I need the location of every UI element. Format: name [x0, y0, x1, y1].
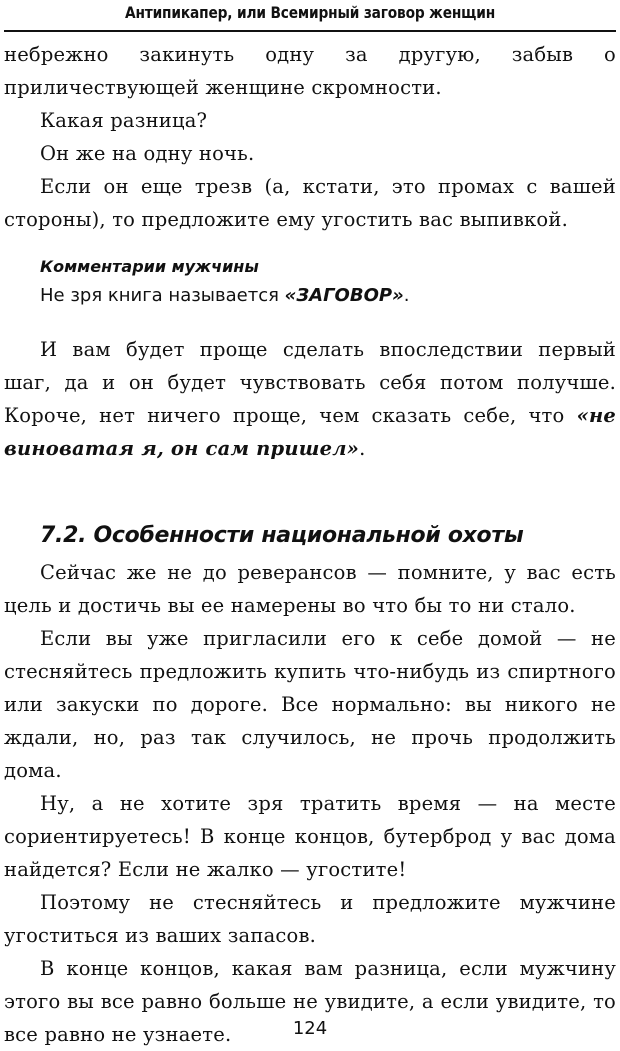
paragraph-emphasis: «не виноватая я, он сам пришел»	[4, 404, 616, 460]
section-paragraph: Ну, а не хотите зря тратить время — на месте сориентируетесь! В конце концов, бутерброд у вас дома найдется? Если не жалко — угостите!	[4, 792, 616, 881]
header-rule	[4, 30, 616, 32]
section-paragraph: В конце концов, какая вам разница, если мужчину этого вы все равно больше не увидите, а если увидите, то все равно не узнаете.	[4, 957, 616, 1046]
comment-text-suffix: .	[403, 285, 410, 306]
spacer	[4, 311, 616, 333]
page-number: 124	[292, 1018, 328, 1039]
paragraph	[4, 333, 616, 465]
paragraph-continued: небрежно закинуть одну за другую, забыв о приличествующей женщине скромности.	[4, 43, 616, 99]
comment-text	[40, 280, 616, 311]
paragraph-tail: .	[359, 437, 366, 460]
section-title: 7.2. Особенности национальной охоты	[40, 523, 524, 548]
comment-book-title: «ЗАГОВОР»	[284, 285, 404, 306]
section-paragraph: Если вы уже пригласили его к себе домой — не стесняйтесь предложить купить что-нибудь из спиртного или закуски по дороге. Все нормально: вы никого не ждали, но, раз так случилось, не прочь продолжить дома.	[4, 627, 616, 782]
page-body	[4, 38, 616, 1051]
paragraph: Какая разница?	[40, 109, 208, 132]
paragraph-text: И вам будет проще сделать впоследствии первый шаг, да и он будет чувствовать себя потом получше. Короче, нет ничего проще, чем сказать себе, что	[4, 338, 616, 427]
section-paragraph: Сейчас же не до реверансов — помните, у вас есть цель и достичь вы ее намерены во что бы то ни стало.	[4, 561, 616, 617]
paragraph: Если он еще трезв (а, кстати, это промах с вашей стороны), то предложите ему угостить вас выпивкой.	[4, 175, 616, 231]
comment-heading: Комментарии мужчины	[40, 257, 259, 276]
paragraph: Он же на одну ночь.	[40, 142, 255, 165]
running-head: Антипикапер, или Всемирный заговор женщин	[124, 3, 496, 22]
section-paragraph: Поэтому не стесняйтесь и предложите мужчине угоститься из ваших запасов.	[4, 891, 616, 947]
comment-text-prefix: Не зря книга называется	[40, 285, 285, 306]
